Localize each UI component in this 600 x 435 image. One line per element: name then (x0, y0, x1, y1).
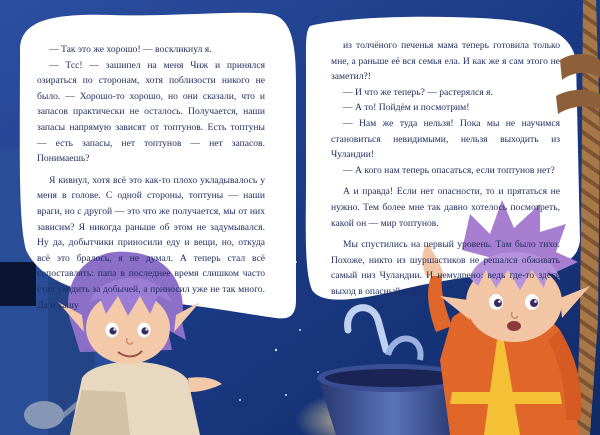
right-paragraph-3: — А то! Пойдём и посмотрим! (343, 102, 470, 114)
right-paragraph-5: — А кого нам теперь опасаться, если топтунов нет? (343, 164, 555, 176)
right-paragraph-1: из толчёного печенья мама теперь готовила только мне, а раньше её вся семья ела. И как же я сам этого не заметил?! (331, 40, 560, 83)
left-paragraph-2: — Тсс! — зашипел на меня Чиж и принялся озираться по сторонам, хотя поблизости никого не было. — Хорошо-то хорошо, но они сказали, что и запасов практически не осталось. Получается, наши запасы напрямую зависят от топтунов. Есть топтуны — есть запасы, нет топтунов — нет запасов. Понимаешь? (37, 59, 265, 165)
right-paragraph-2: — И что же теперь? — растерялся я. (343, 86, 493, 98)
left-paragraph-1: — Так это же хорошо! — воскликнул я. (49, 44, 212, 55)
left-paragraph-3: Я кивнул, хотя всё это как-то плохо укладывалось у меня в голове. С одной стороны, топтуны — наши враги, но с другой — это что же получается, мы от них зависим? Я никогда раньше об этом не задумывался. Ну да, добытчики приносили еду и вещи, но, откуда всё это бралось, я не думал. А теперь стал всё сопоставлять: папа в последнее время слишком часто стал уходить за добычей, а приносил уже не так много. Да и кашу (37, 174, 265, 311)
left-page-text (37, 42, 265, 313)
right-paragraph-7: Мы спустились на первый уровень. Там было тихо. Похоже, никто из шуршастиков не решался обживать самый низ Чуландии. И немудрено: ведь где-то здесь выход в опасный мир. (331, 239, 560, 297)
right-paragraph-4: — Нам же туда нельзя! Пока мы не научимся становиться невидимыми, нельзя выходить из Чуландии! (331, 117, 560, 161)
right-paragraph-6: А и правда! Если нет опасности, то и прятаться не нужно. Тем более мне так давно хотелось посмотреть, какой он — мир топтунов. (331, 186, 560, 229)
right-page-text (331, 38, 560, 300)
